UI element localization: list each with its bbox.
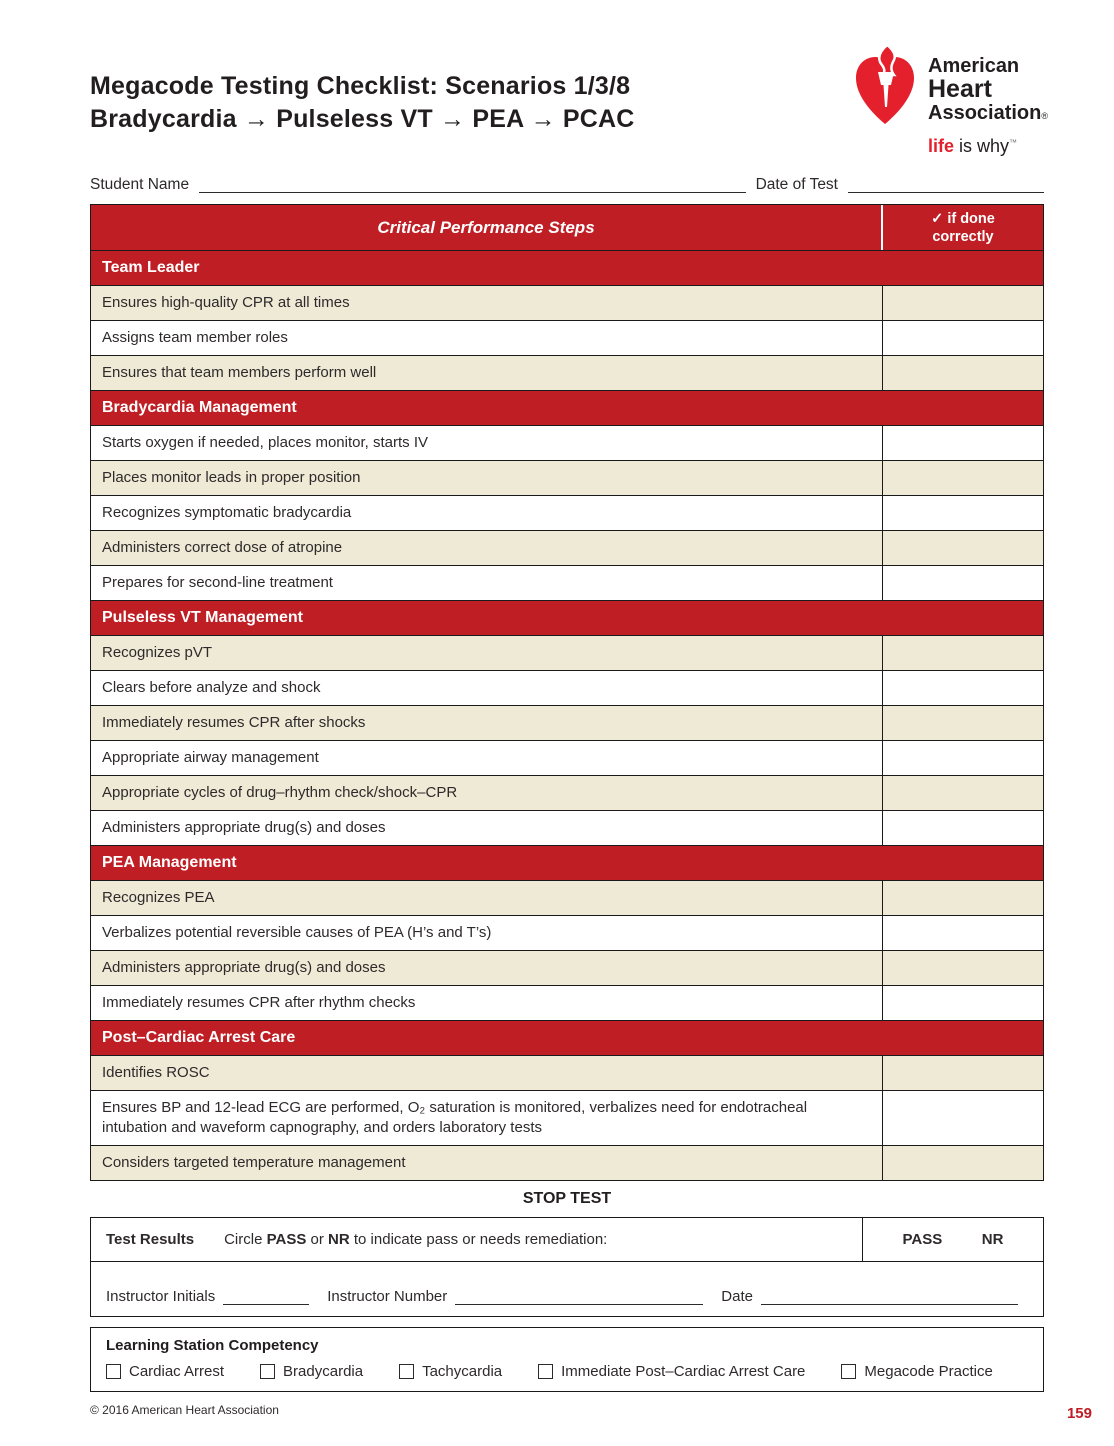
instructor-row	[91, 1261, 1043, 1316]
step-text: Administers correct dose of atropine	[102, 539, 343, 557]
step-text: Ensures high-quality CPR at all times	[102, 294, 350, 312]
copyright-text: © 2016 American Heart Association	[90, 1403, 279, 1418]
competency-option	[841, 1363, 992, 1380]
step-text: Recognizes pVT	[102, 644, 213, 662]
step-text: Clears before analyze and shock	[102, 679, 321, 697]
student-info-row	[90, 176, 1044, 193]
aha-logo-text	[928, 44, 1048, 157]
checklist-row	[91, 635, 1043, 670]
check-cell[interactable]	[882, 811, 1043, 845]
checklist-row	[91, 425, 1043, 460]
check-cell[interactable]	[882, 566, 1043, 600]
page-number: 159	[1066, 1405, 1092, 1422]
student-name-field[interactable]	[199, 178, 745, 193]
instructor-number-field[interactable]	[455, 1290, 703, 1305]
instructor-initials-field[interactable]	[223, 1290, 309, 1305]
checklist-row	[91, 985, 1043, 1020]
check-cell[interactable]	[882, 706, 1043, 740]
check-cell[interactable]	[882, 671, 1043, 705]
step-text: Administers appropriate drug(s) and doses	[102, 959, 386, 977]
competency-option-label: Tachycardia	[422, 1363, 503, 1381]
step-text: Appropriate airway management	[102, 749, 319, 767]
checklist-row	[91, 460, 1043, 495]
pass-nr-cell	[862, 1218, 1043, 1261]
date-of-test-label: Date of Test	[755, 176, 838, 193]
checklist-row	[91, 740, 1043, 775]
check-column-header-line1: ✓ if done	[931, 210, 995, 227]
checkbox-icon[interactable]	[399, 1364, 414, 1379]
checklist-row	[91, 880, 1043, 915]
title-line-1: Megacode Testing Checklist: Scenarios 1/3/8	[90, 72, 631, 100]
checklist-row	[91, 775, 1043, 810]
checklist-row	[91, 1090, 1043, 1145]
check-cell[interactable]	[882, 496, 1043, 530]
table-header-row	[91, 205, 1043, 250]
competency-option-label: Cardiac Arrest	[129, 1363, 225, 1381]
checklist-row	[91, 495, 1043, 530]
competency-option-label: Bradycardia	[283, 1363, 364, 1381]
competency-option	[538, 1363, 805, 1380]
title-line-2: Bradycardia → Pulseless VT → PEA → PCAC	[90, 105, 635, 133]
check-cell[interactable]	[882, 881, 1043, 915]
aha-tagline	[928, 136, 1048, 157]
check-cell[interactable]	[882, 461, 1043, 495]
stop-test-label: STOP TEST	[522, 1190, 612, 1208]
check-cell[interactable]	[882, 776, 1043, 810]
step-text: Recognizes symptomatic bradycardia	[102, 504, 352, 522]
test-results-label: Test Results	[106, 1231, 195, 1249]
competency-option	[106, 1363, 224, 1380]
learning-station-options	[106, 1363, 1028, 1380]
check-column-header	[883, 205, 1043, 250]
section-header: Team Leader	[91, 250, 1043, 285]
test-results-box	[90, 1217, 1044, 1317]
step-text: Prepares for second-line treatment	[102, 574, 333, 592]
instruction-pass: PASS	[266, 1231, 307, 1249]
competency-option-label: Megacode Practice	[864, 1363, 993, 1381]
instruction-post: to indicate pass or needs remediation:	[349, 1231, 608, 1249]
performance-steps-table	[90, 204, 1044, 1181]
nr-option[interactable]: NR	[981, 1231, 1004, 1249]
step-text: Ensures that team members perform well	[102, 364, 377, 382]
table-body	[91, 250, 1043, 1180]
section-header: Post–Cardiac Arrest Care	[91, 1020, 1043, 1055]
aha-logo	[854, 44, 1048, 157]
step-text: Assigns team member roles	[102, 329, 288, 347]
test-results-row	[91, 1218, 1043, 1261]
learning-station-title: Learning Station Competency	[106, 1337, 319, 1355]
competency-option	[399, 1363, 502, 1380]
logo-word-american: American	[928, 55, 1020, 77]
check-cell[interactable]	[882, 321, 1043, 355]
check-cell[interactable]	[882, 286, 1043, 320]
section-header: PEA Management	[91, 845, 1043, 880]
step-text: Ensures BP and 12-lead ECG are performed, O₂ saturation is monitored, verbalizes need for endotracheal intubation and waveform capnography, and orders laboratory tests	[102, 1099, 808, 1137]
trademark-mark: ™	[1009, 138, 1018, 147]
checkbox-icon[interactable]	[841, 1364, 856, 1379]
step-text: Immediately resumes CPR after shocks	[102, 714, 366, 732]
checklist-row	[91, 320, 1043, 355]
checklist-row	[91, 285, 1043, 320]
check-cell[interactable]	[882, 951, 1043, 985]
pass-option[interactable]: PASS	[902, 1231, 943, 1249]
section-header: Pulseless VT Management	[91, 600, 1043, 635]
learning-station-competency-box	[90, 1327, 1044, 1392]
section-header: Bradycardia Management	[91, 390, 1043, 425]
checklist-row	[91, 355, 1043, 390]
step-text: Recognizes PEA	[102, 889, 215, 907]
competency-option	[260, 1363, 363, 1380]
logo-word-association: Association	[928, 102, 1042, 124]
instructor-date-field[interactable]	[761, 1290, 1018, 1305]
check-column-header-line2: correctly	[932, 228, 994, 245]
instruction-pre: Circle	[224, 1231, 267, 1249]
competency-option-label: Immediate Post–Cardiac Arrest Care	[561, 1363, 806, 1381]
step-text: Administers appropriate drug(s) and doses	[102, 819, 386, 837]
checkbox-icon[interactable]	[538, 1364, 553, 1379]
instructor-number-label: Instructor Number	[327, 1287, 448, 1305]
instruction-nr: NR	[328, 1231, 350, 1249]
checklist-row	[91, 705, 1043, 740]
instruction-or: or	[306, 1231, 329, 1249]
step-text: Immediately resumes CPR after rhythm checks	[102, 994, 416, 1012]
step-text: Starts oxygen if needed, places monitor, starts IV	[102, 434, 429, 452]
registered-mark: ®	[1041, 111, 1048, 121]
step-text: Identifies ROSC	[102, 1064, 210, 1082]
steps-column-header: Critical Performance Steps	[91, 205, 883, 250]
check-cell[interactable]	[882, 1146, 1043, 1180]
checklist-row	[91, 1055, 1043, 1090]
check-cell[interactable]	[882, 741, 1043, 775]
check-cell[interactable]	[882, 356, 1043, 390]
instructor-initials-label: Instructor Initials	[106, 1287, 216, 1305]
check-cell[interactable]	[882, 426, 1043, 460]
student-name-label: Student Name	[90, 176, 190, 193]
step-text: Places monitor leads in proper position	[102, 469, 361, 487]
check-cell[interactable]	[882, 636, 1043, 670]
test-results-instruction	[224, 1231, 607, 1248]
checklist-row	[91, 950, 1043, 985]
checklist-row	[91, 1145, 1043, 1180]
checklist-row	[91, 565, 1043, 600]
step-text: Considers targeted temperature management	[102, 1154, 406, 1172]
check-cell[interactable]	[882, 531, 1043, 565]
tagline-life: life	[928, 136, 955, 156]
check-cell[interactable]	[882, 916, 1043, 950]
step-text: Appropriate cycles of drug–rhythm check/shock–CPR	[102, 784, 458, 802]
checklist-row	[91, 530, 1043, 565]
check-cell[interactable]	[882, 1056, 1043, 1090]
tagline-rest: is why	[954, 136, 1010, 156]
step-text: Verbalizes potential reversible causes of PEA (H’s and T’s)	[102, 924, 492, 942]
check-cell[interactable]	[882, 1091, 1043, 1145]
checklist-row	[91, 915, 1043, 950]
checkbox-icon[interactable]	[260, 1364, 275, 1379]
checklist-row	[91, 670, 1043, 705]
date-of-test-field[interactable]	[848, 178, 1044, 193]
check-cell[interactable]	[882, 986, 1043, 1020]
aha-heart-torch-icon	[854, 44, 916, 126]
logo-word-heart: Heart	[928, 75, 992, 103]
instructor-date-label: Date	[721, 1287, 753, 1305]
checklist-row	[91, 810, 1043, 845]
checkbox-icon[interactable]	[106, 1364, 121, 1379]
